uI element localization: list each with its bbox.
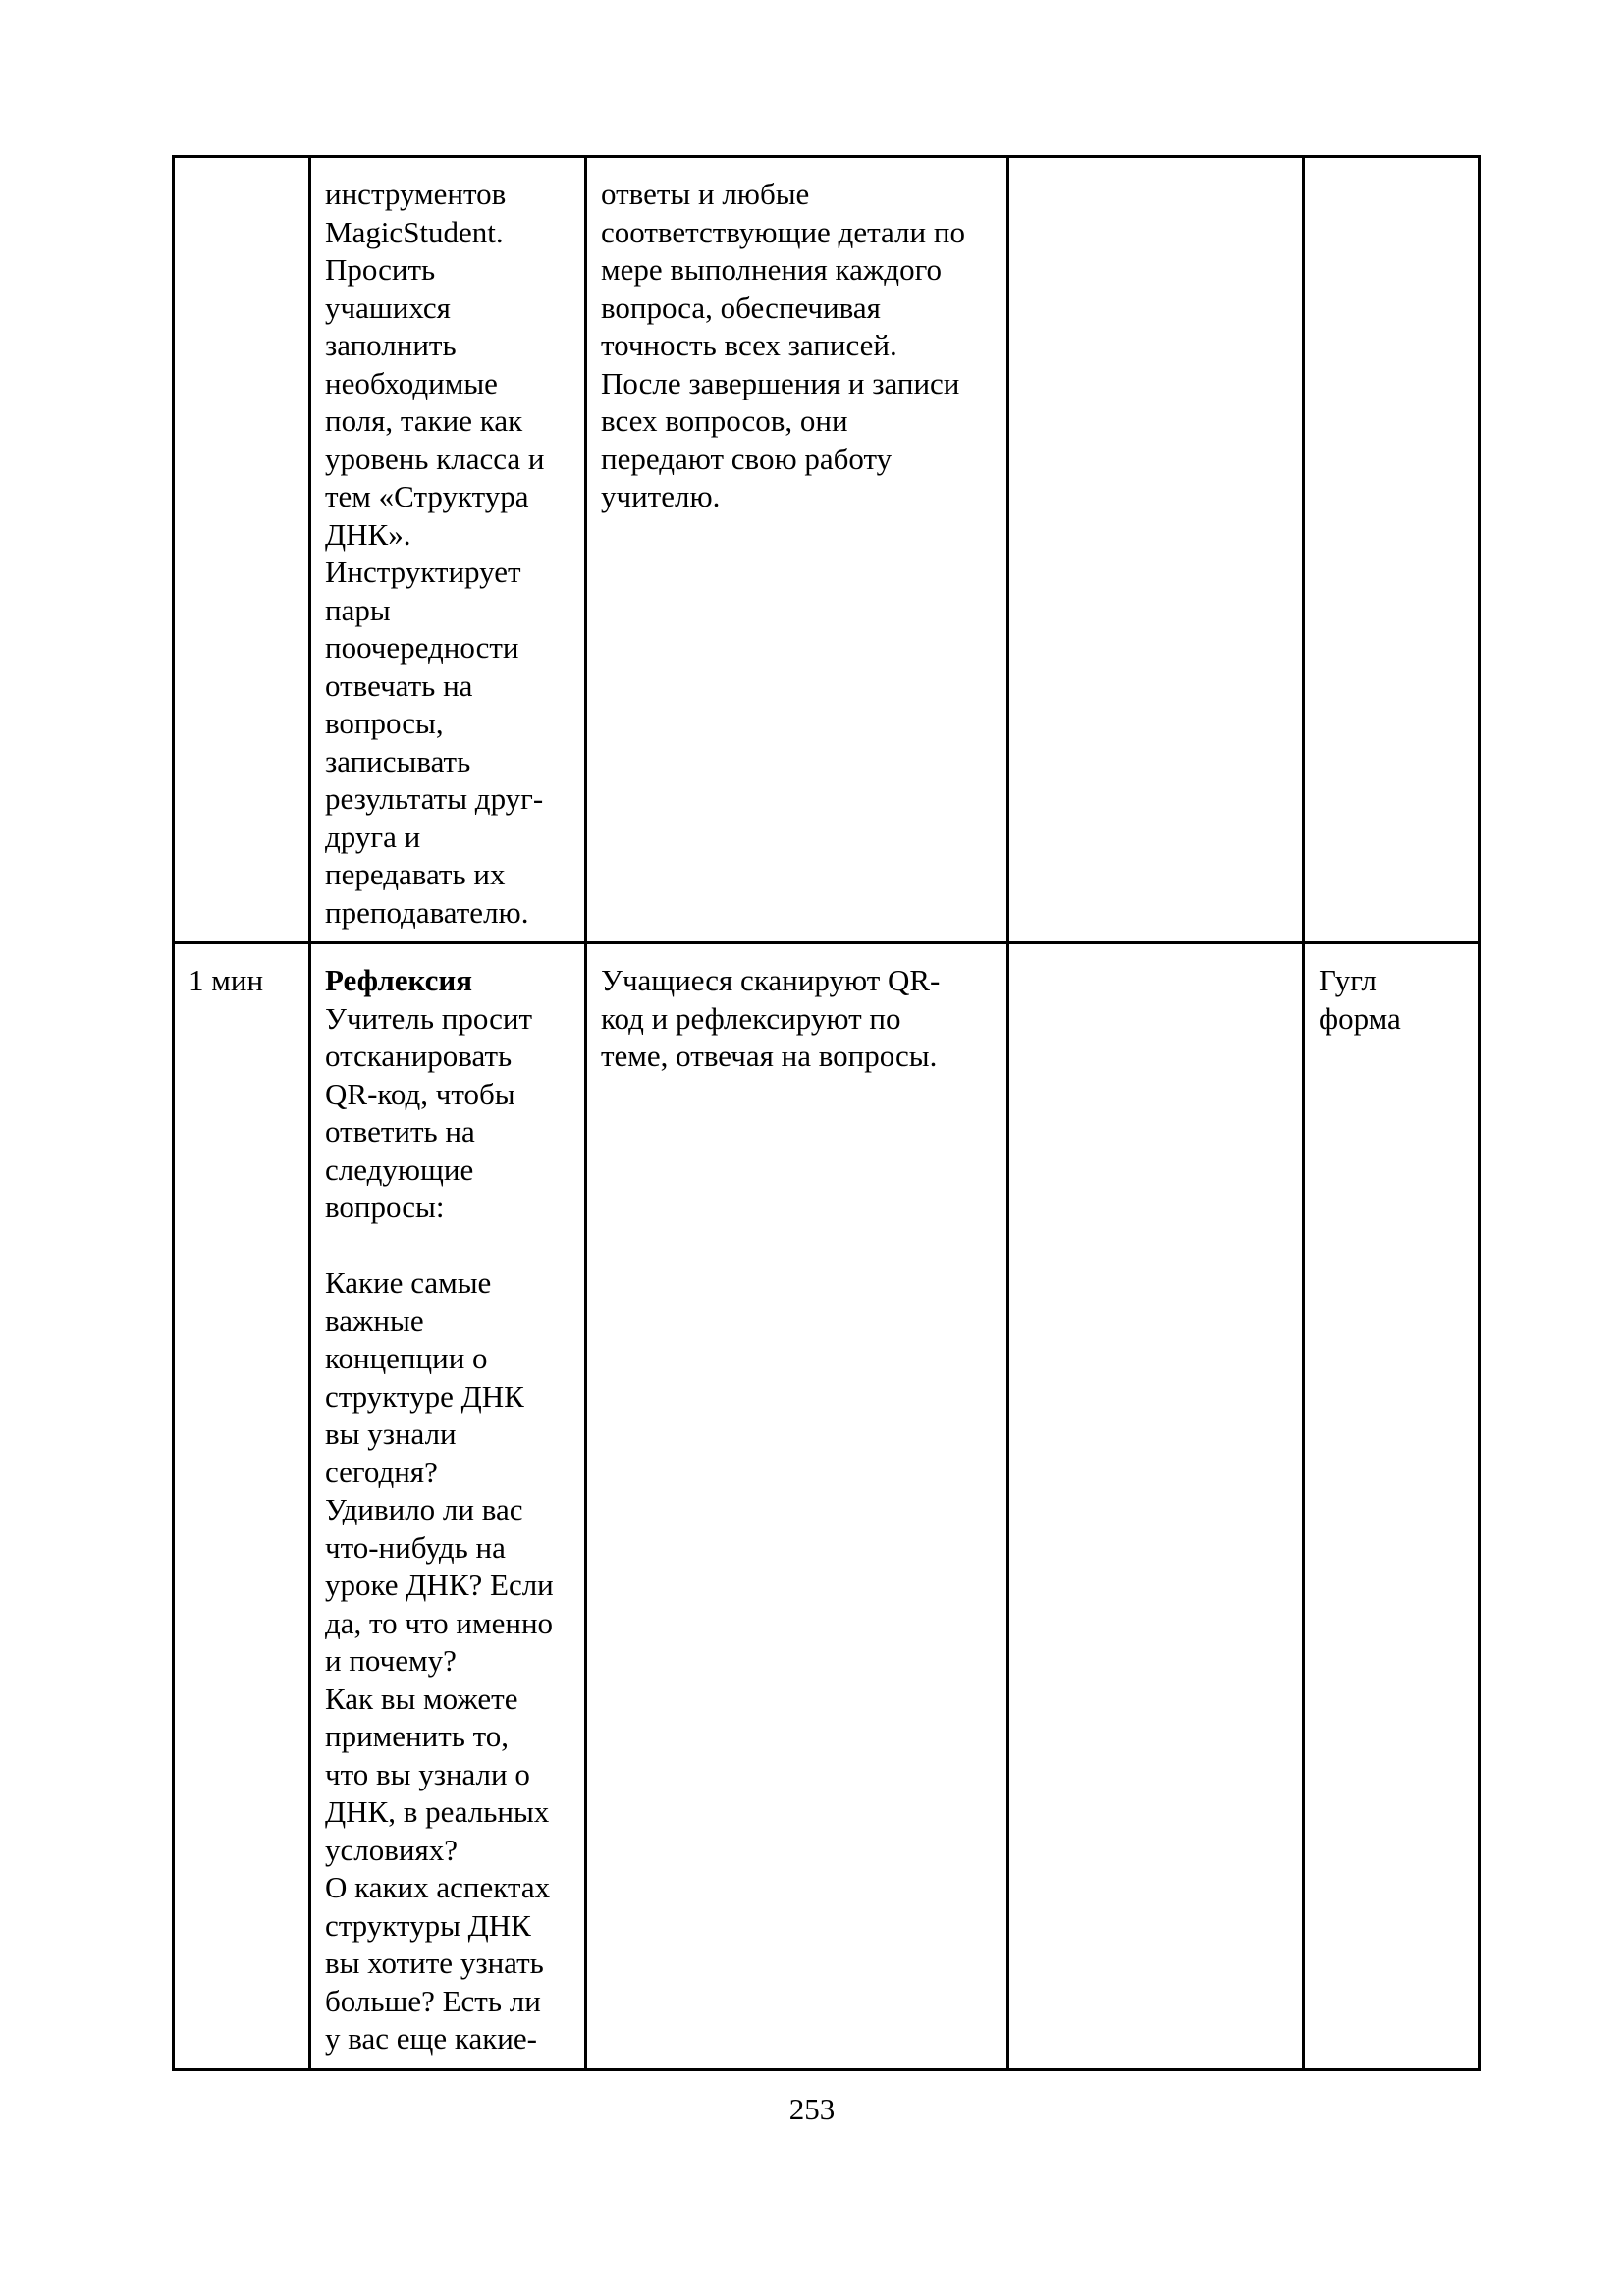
student-activity-cell: ответы и любые соответствующие детали по мере выполнения каждого вопроса, обеспечивая точность всех записей. После завершения и записи всех вопросов, они передают свою работу учителю. [586, 157, 1008, 943]
table-row [174, 157, 1480, 943]
table-row [174, 943, 1480, 2070]
resources-cell: Гугл форма [1304, 943, 1480, 2070]
student-activity-cell: Учащиеся сканируют QR- код и рефлексируют по теме, отвечая на вопросы. [586, 943, 1008, 2070]
teacher-activity-text: Учитель просит отсканировать QR-код, чтобы ответить на следующие вопросы: Какие самые важные концепции о структуре ДНК вы узнали сегодня? Удивило ли вас что-нибудь на уроке ДНК? Если да, то что именно и почему? Как вы можете применить то, что вы узнали о ДНК, в реальных условиях? О каких аспектах структуры ДНК вы хотите узнать больше? Есть ли у вас еще какие- [325, 1000, 554, 2056]
stage-title: Рефлексия [325, 963, 472, 997]
page-number: 253 [788, 2092, 836, 2126]
lesson-plan-table [172, 155, 1481, 2071]
teacher-activity-cell [310, 943, 586, 2070]
teacher-activity-text: инструментов MagicStudent. Просить учашихся заполнить необходимые поля, такие как уровень класса и тем «Структура ДНК». Инструктирует пары поочередности отвечать на вопросы, записывать результаты друг- друга и передавать их преподавателю. [325, 177, 545, 930]
time-cell [174, 157, 310, 943]
teacher-activity-cell [310, 157, 586, 943]
time-cell: 1 мин [174, 943, 310, 2070]
resources-cell [1304, 157, 1480, 943]
assessment-cell [1008, 157, 1304, 943]
assessment-cell [1008, 943, 1304, 2070]
